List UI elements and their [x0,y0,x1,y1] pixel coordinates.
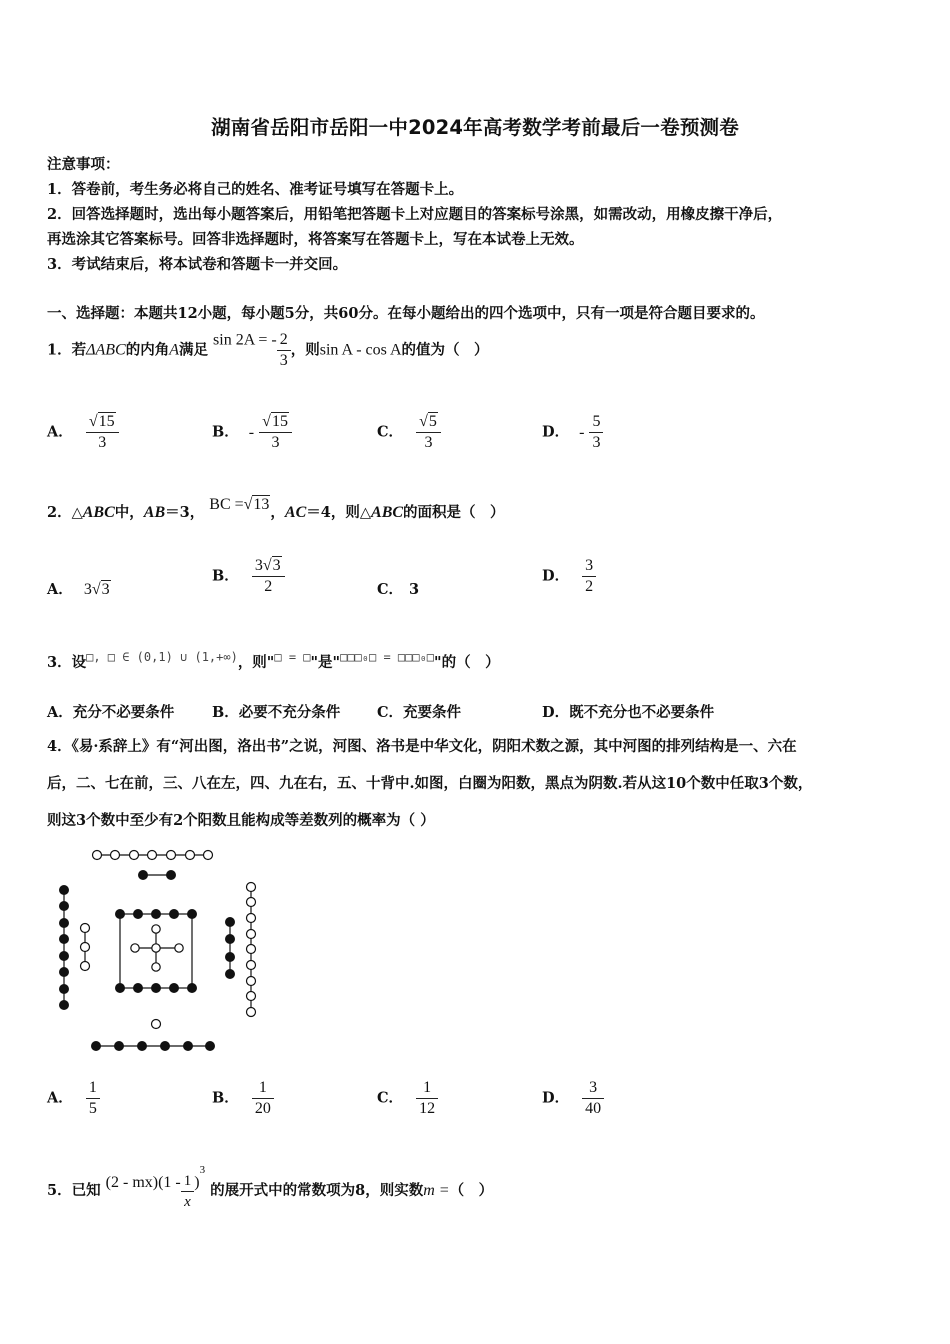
question-3: 3．设$^{□, □ \in (0,1) \cup (1,+\infty)}$，则"□ = □"是"$^{□□□_0□ = □□□_0□}$"的（ ） [47,650,500,671]
q3-option-a[interactable]: A．充分不必要条件 [47,704,175,721]
q1-option-a[interactable]: A． $\frac{√15}{3}$ [47,412,119,453]
q2-option-d[interactable]: D． $\frac{3}{2}$ [542,556,596,597]
section-heading: 一、选择题：本题共12小题，每小题5分，共60分。在每小题给出的四个选项中，只有一项是符合题目要求的。 [47,305,765,322]
q2-option-b[interactable]: B． $\frac{3√3}{2}$ [212,556,285,597]
page-title: 湖南省岳阳市岳阳一中2024年高考数学考前最后一卷预测卷 [211,116,739,139]
q1-option-d[interactable]: D． - $\frac{5}{3}$ [542,412,603,453]
question-5: 5．已知 (2 - mx)(1 - $\frac{1}{x}$ )$^3$ 的展开式中的常数项为8，则实数m =（ ） [47,1164,494,1210]
question-1: 1．若ΔABC的内角A满足 sin 2A = - $\frac{2}{3}$ ，则sin A - cos A的值为（ ） [47,331,489,369]
q2-option-c[interactable]: C． 3 [377,581,420,598]
notice-item: 3．考试结束后，将本试卷和答题卡一并交回。 [47,256,348,273]
q3-option-b[interactable]: B．必要不充分条件 [212,704,341,721]
q2-option-a[interactable]: A． 3√3 [47,581,110,598]
q4-option-c[interactable]: C． $\frac{1}{12}$ [377,1078,438,1119]
question-4-line: 则这3个数中至少有2个阳数且能构成等差数列的概率为（ ） [47,812,435,829]
notice-heading: 注意事项： [47,156,120,173]
q4-option-d[interactable]: D． $\frac{3}{40}$ [542,1078,604,1119]
q3-option-c[interactable]: C．充要条件 [377,704,462,721]
notice-item: 再选涂其它答案标号。回答非选择题时，将答案写在答题卡上，写在本试卷上无效。 [47,231,584,248]
question-4-line: 后，二、七在前，三、八在左，四、九在右，五、十背中.如图，白圈为阳数，黑点为阴数.若从这10个数中任取3个数， [47,775,813,792]
notice-item: 2．回答选择题时，选出每小题答案后，用铅笔把答题卡上对应题目的答案标号涂黑，如需改动，用橡皮擦干净后， [47,206,783,223]
question-2: 2．△ABC中，AB＝3， BC =√13，AC＝4，则△ABC的面积是（ ） [47,496,505,521]
question-4-line: 4．《易·系辞上》有“河出图，洛出书”之说，河图、洛书是中华文化，阴阳术数之源，其中河图的排列结构是一、六在 [47,738,797,755]
hetu-diagram [50,842,270,1057]
q1-option-c[interactable]: C． $\frac{√5}{3}$ [377,412,441,453]
q4-option-b[interactable]: B． $\frac{1}{20}$ [212,1078,274,1119]
q4-option-a[interactable]: A． $\frac{1}{5}$ [47,1078,100,1119]
q1-option-b[interactable]: B． - $\frac{√15}{3}$ [212,412,292,453]
q3-option-d[interactable]: D．既不充分也不必要条件 [542,704,715,721]
notice-item: 1．答卷前，考生务必将自己的姓名、准考证号填写在答题卡上。 [47,181,464,198]
